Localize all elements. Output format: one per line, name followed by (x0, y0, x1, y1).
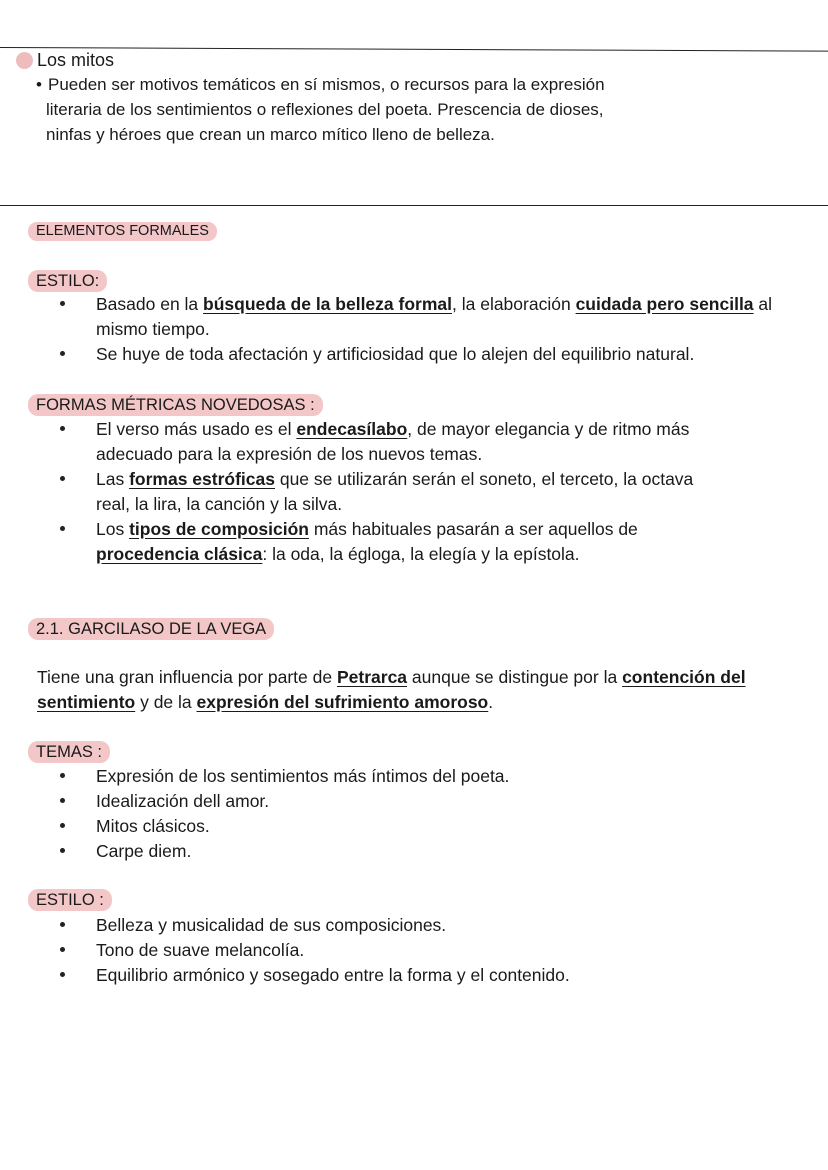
bullet (60, 823, 65, 828)
formas-item-2: Las formas estróficas que se utilizarán serán el soneto, el terceto, la octava (96, 469, 694, 489)
bullet (60, 426, 65, 431)
section-divider (0, 205, 828, 206)
estilo-garcilaso-label: ESTILO : (28, 889, 112, 911)
mitos-line-1: Pueden ser motivos temáticos en sí mismos, o recursos para la expresión (48, 75, 605, 94)
top-divider (0, 47, 828, 52)
formas-item-3: Los tipos de composición más habituales pasarán a ser aquellos de (96, 519, 638, 539)
bullet (60, 798, 65, 803)
mitos-line-3: ninfas y héroes que crean un marco mítico lleno de belleza. (46, 125, 495, 144)
garcilaso-intro-line-1: Tiene una gran influencia por parte de Petrarca aunque se distingue por la contención del (37, 667, 746, 687)
temas-label: TEMAS : (28, 741, 110, 763)
estilo-item-2: Se huye de toda afectación y artificiosidad que lo alejen del equilibrio natural. (96, 344, 695, 364)
mitos-heading: Los mitos (37, 50, 115, 70)
formas-item-3-line-2: procedencia clásica: la oda, la égloga, la elegía y la epístola. (96, 544, 580, 564)
temas-item-2: Idealización dell amor. (96, 791, 270, 811)
estilo-garcilaso-item-1: Belleza y musicalidad de sus composiciones. (96, 915, 447, 935)
bullet (60, 947, 65, 952)
bullet (60, 848, 65, 853)
mitos-line-2: literaria de los sentimientos o reflexiones del poeta. Prescencia de dioses, (46, 100, 604, 119)
garcilaso-label: 2.1. GARCILASO DE LA VEGA (28, 618, 274, 640)
bullet (60, 301, 65, 306)
estilo-garcilaso-item-3: Equilibrio armónico y sosegado entre la forma y el contenido. (96, 965, 570, 985)
garcilaso-intro-line-2: sentimiento y de la expresión del sufrimiento amoroso. (37, 692, 494, 712)
mitos-bullet: • (36, 75, 42, 94)
formas-item-1: El verso más usado es el endecasílabo, de mayor elegancia y de ritmo más (96, 419, 690, 439)
temas-item-1: Expresión de los sentimientos más íntimos del poeta. (96, 766, 510, 786)
formas-metricas-label: FORMAS MÉTRICAS NOVEDOSAS : (28, 394, 323, 416)
temas-item-4: Carpe diem. (96, 841, 192, 861)
estilo-garcilaso-item-2: Tono de suave melancolía. (96, 940, 305, 960)
estilo-label: ESTILO: (28, 270, 107, 292)
estilo-item-1-line-2: mismo tiempo. (96, 319, 210, 339)
formas-item-2-line-2: real, la lira, la canción y la silva. (96, 494, 343, 514)
bullet (60, 922, 65, 927)
bullet (60, 773, 65, 778)
bullet (60, 351, 65, 356)
bullet (60, 972, 65, 977)
formas-item-1-line-2: adecuado para la expresión de los nuevos temas. (96, 444, 483, 464)
estilo-item-1: Basado en la búsqueda de la belleza formal, la elaboración cuidada pero sencilla al (96, 294, 773, 314)
bullet (60, 476, 65, 481)
elementos-formales-label: ELEMENTOS FORMALES (28, 222, 217, 241)
bullet (60, 526, 65, 531)
temas-item-3: Mitos clásicos. (96, 816, 210, 836)
pink-dot-icon (16, 52, 33, 69)
